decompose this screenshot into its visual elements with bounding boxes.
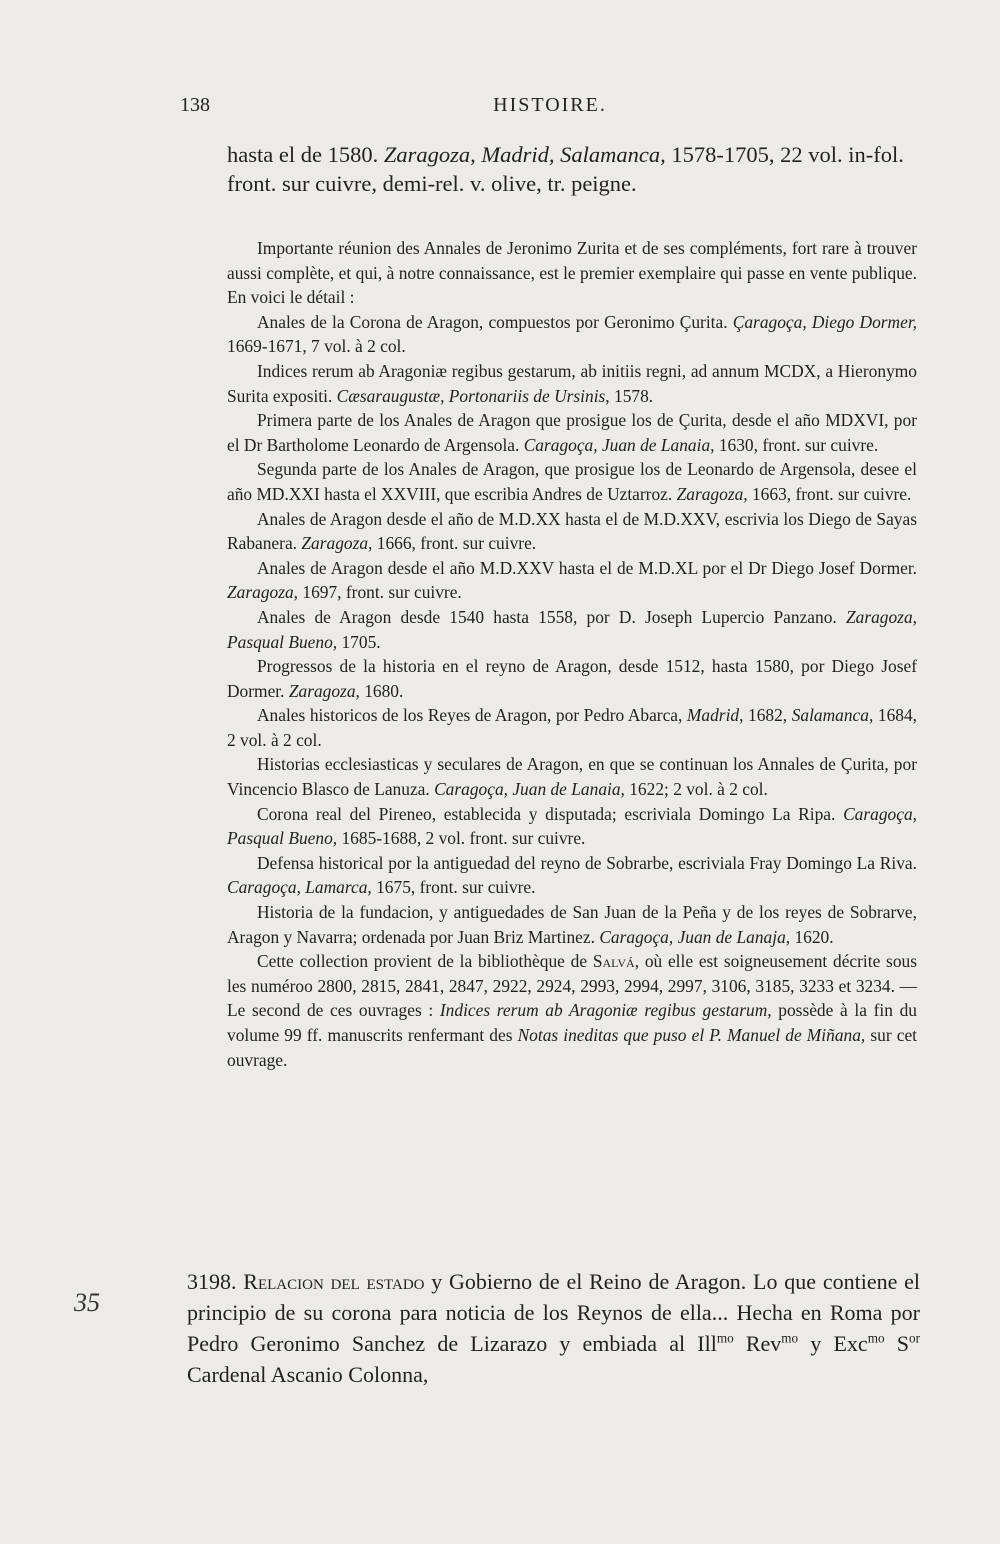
- volume-item: Defensa historical por la antiguedad del reyno de Sobrarbe, escriviala Fray Domingo La Riva. Caragoça, Lamarca, 1675, front. sur cuivre.: [227, 852, 917, 898]
- handwritten-margin-note: 35: [74, 1288, 100, 1317]
- volume-item: Indices rerum ab Aragoniæ regibus gestarum, ab initiis regni, ad annum MCDX, a Hieronymo Surita expositi. Cæsaraugustæ, Portonariis de Ursinis, 1578.: [227, 360, 917, 406]
- volume-item: Corona real del Pireneo, establecida y disputada; escriviala Domingo La Ripa. Caragoça, Pasqual Bueno, 1685-1688, 2 vol. front. sur cuivre.: [227, 803, 917, 849]
- volume-item: Anales de la Corona de Aragon, compuestos por Geronimo Çurita. Çaragoça, Diego Dormer, 1669-1671, 7 vol. à 2 col.: [227, 311, 918, 357]
- volume-item: Progressos de la historia en el reyno de Aragon, desde 1512, hasta 1580, por Diego Josef Dormer. Zaragoza, 1680.: [227, 656, 917, 701]
- entry-title: y Gobierno de el Reino de Aragon. Lo que contiene el principio de su corona para noticia de los Reynos de ella... Hecha en Roma por Pedro Geronimo Sanchez de Lizarazo y embiada al Ill: [187, 1269, 921, 1356]
- volume-item: Segunda parte de los Anales de Aragon, que prosigue los de Leonardo de Argensola, desee el año MD.XXI hasta el XXVIII, que escribia Andres de Uztarroz. Zaragoza, 1663, front. sur cuivre.: [227, 459, 917, 504]
- page-number: 138: [180, 94, 210, 116]
- previous-entry-continuation: [227, 140, 917, 198]
- page-header: [180, 94, 920, 124]
- volume-item: Anales de Aragon desde el año de M.D.XX hasta el de M.D.XXV, escrivia los Diego de Sayas Rabanera. Zaragoza, 1666, front. sur cuivre.: [227, 508, 917, 554]
- catalogue-entry-3198: 3198. Relacion del estado y Gobierno de el Reino de Aragon. Lo que contiene el principio de su corona para noticia de los Reynos de ella... Hecha en Roma por Pedro Geronimo Sanchez de Lizarazo y embiada al Ill$^{mo}$ Rev$^{mo}$ y Exc$^{mo}$ $S^{or}$ Cardenal Ascanio Colonna,: [187, 1269, 921, 1387]
- volume-list: [227, 310, 917, 949]
- volume-item: Historia de la fundacion, y antiguedades de San Juan de la Peña y de los reyes de Sobrarve, Aragon y Navarra; ordenada por Juan Briz Martinez. Caragoça, Juan de Lanaja, 1620.: [227, 902, 917, 947]
- entry-text: hasta el de 1580.: [227, 142, 384, 167]
- volume-item: Anales de Aragon desde 1540 hasta 1558, por D. Joseph Lupercio Panzano. Zaragoza, Pasqual Bueno, 1705.: [227, 606, 917, 652]
- note-intro: Importante réunion des Annales de Jeronimo Zurita et de ses compléments, fort rare à trouver aussi complète, et qui, à notre connaissance, est le premier exemplaire qui passe en vente publique. En voici le détail :: [227, 238, 917, 308]
- bibliographic-note: [227, 236, 917, 1072]
- entry-title-smallcaps: Relacion del estado: [243, 1269, 425, 1294]
- entry-imprint: Zaragoza, Madrid, Salamanca,: [383, 142, 666, 167]
- volume-item: Primera parte de los Anales de Aragon que prosigue los de Çurita, desde el año MDXVI, por el Dr Bartholome Leonardo de Argensola. Caragoça, Juan de Lanaia, 1630, front. sur cuivre.: [227, 410, 917, 455]
- entry-number: 3198.: [187, 1269, 237, 1294]
- entry-text: 1578-1705, 22 vol.: [665, 142, 843, 167]
- running-head: HISTOIRE.: [493, 94, 607, 116]
- note-closing: Cette collection provient de la bibliothèque de Salvá, où elle est soigneusement décrite sous les numéroo 2800, 2815, 2841, 2847, 2922, 2924, 2993, 2994, 2997, 3106, 3185, 3233 et 3234. — Le second de ces ouvrages : Indices rerum ab Aragoniæ regibus gestarum, possède à la fin du volume 99 ff. manuscrits renfermant des Notas ineditas que puso el P. Manuel de Miñana, sur cet ouvrage.: [227, 951, 917, 1070]
- volume-item: Anales de Aragon desde el año M.D.XXV hasta el de M.D.XL por el Dr Diego Josef Dormer. Zaragoza, 1697, front. sur cuivre.: [227, 557, 917, 603]
- volume-item: Historias ecclesiasticas y seculares de Aragon, en que se continuan los Annales de Çurita, por Vincencio Blasco de Lanuza. Caragoça, Juan de Lanaia, 1622; 2 vol. à 2 col.: [227, 754, 917, 800]
- entry-physical-description: in-fol. front. sur cuivre, demi-rel. v. olive, tr. peigne.: [227, 142, 904, 196]
- volume-item: Anales historicos de los Reyes de Aragon, por Pedro Abarca, Madrid, 1682, Salamanca, 1684, 2 vol. à 2 col.: [227, 705, 918, 750]
